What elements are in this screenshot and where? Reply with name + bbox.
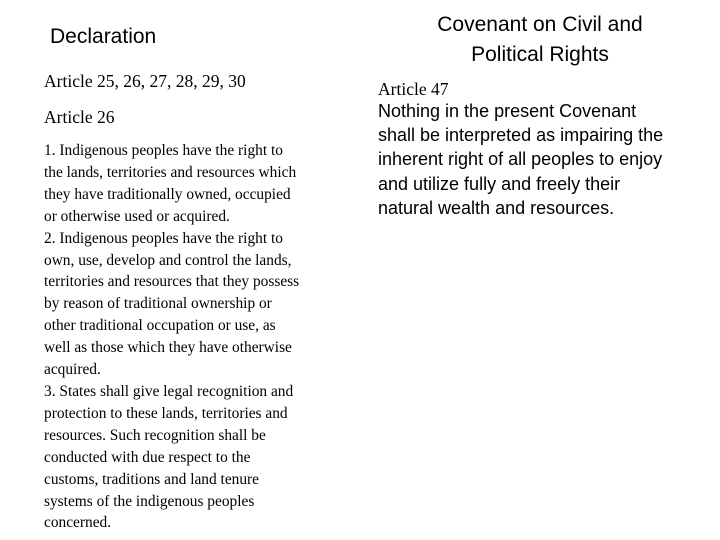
covenant-heading-line-2: Political Rights [471,43,609,66]
declaration-paragraph-3: 3. States shall give legal recognition and protection to these lands, territories and resources. Such recognition shall be conducted with due respect to the customs, traditions and land tenure systems of the indigenous peoples concerned. [44,382,294,532]
declaration-articles-list: Article 25, 26, 27, 28, 29, 30 [44,71,246,91]
covenant-heading-line-1: Covenant on Civil and [437,13,643,36]
declaration-heading: Declaration [50,25,157,48]
declaration-paragraph-1: 1. Indigenous peoples have the right to the lands, territories and resources which they have traditionally owned, occupied or otherwise used or acquired. [44,142,297,225]
covenant-heading [360,10,720,70]
covenant-article-label: Article 47 [378,79,449,99]
declaration-article-label: Article 26 [44,107,115,127]
covenant-article-body: Nothing in the present Covenant shall be interpreted as impairing the inherent right of all peoples to enjoy and utilize fully and freely their natural wealth and resources. [378,101,664,218]
covenant-column [360,0,720,540]
declaration-paragraph-2: 2. Indigenous peoples have the right to own, use, develop and control the lands, territories and resources that they possess by reason of traditional ownership or other traditional occupation or use, as well as those which they have otherwise acquired. [44,229,300,379]
declaration-article-body [44,140,354,534]
